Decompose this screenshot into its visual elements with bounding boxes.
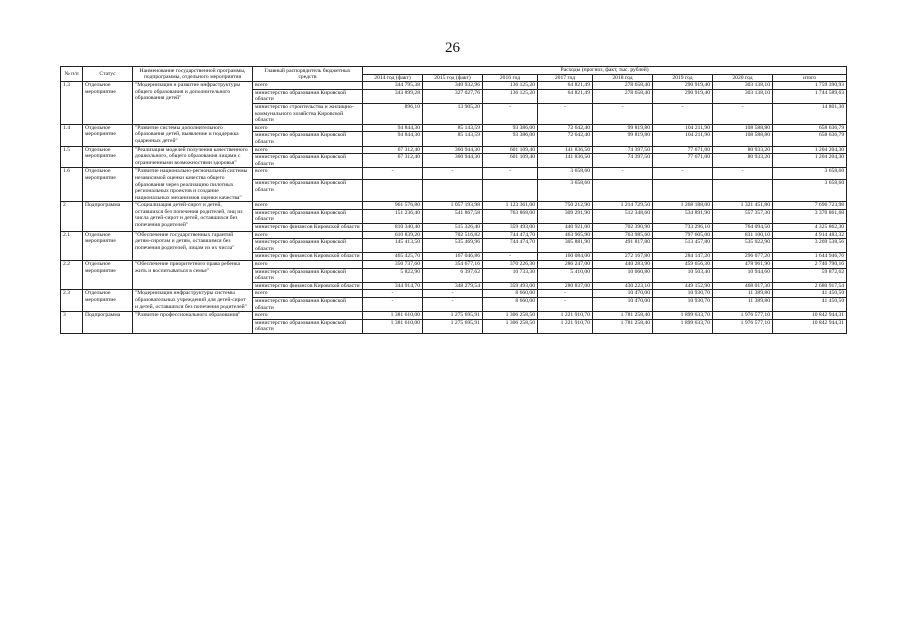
row-value: 348 279,54	[423, 282, 483, 290]
row-value: 534 891,90	[653, 209, 713, 223]
row-number: 1.6	[61, 168, 83, 202]
row-value: -	[653, 168, 713, 180]
row-value: -	[593, 103, 653, 124]
row-value: 104 211,90	[653, 124, 713, 132]
row-value: 601 109,40	[483, 154, 538, 168]
row-value: 67 312,40	[363, 154, 423, 168]
row-value	[713, 180, 773, 202]
header-distributor: Главный распорядитель бюджетных средств	[253, 67, 363, 82]
row-value: 104 211,90	[653, 132, 713, 146]
row-value: 85 143,59	[423, 124, 483, 132]
row-value: 764 094,50	[713, 224, 773, 232]
row-value: 359 493,00	[483, 282, 538, 290]
header-program-name: Наименование государственной программы, подпрограммы, отдельного мероприятия	[133, 67, 253, 82]
table-row	[61, 168, 847, 180]
row-total: 3 269 538,56	[773, 239, 847, 253]
row-total: 1 744 589,63	[773, 89, 847, 103]
budget-table	[60, 66, 847, 334]
row-program-name: "Модернизация и развитие инфраструктуры общего образования и дополнительного образования детей"	[133, 82, 253, 125]
row-value: 77 671,00	[653, 146, 713, 154]
row-value: 108 588,80	[713, 124, 773, 132]
row-total: 2 680 917,54	[773, 282, 847, 290]
row-value: 1 221 910,70	[538, 319, 593, 333]
row-distributor: министерство образования Кировской области	[253, 268, 363, 282]
row-total: 3 658,60	[773, 168, 847, 180]
row-status: Отдельное мероприятие	[83, 82, 133, 125]
header-year: 2014 год (факт)	[363, 74, 423, 82]
row-value: 601 109,40	[483, 146, 538, 154]
row-status: Отдельное мероприятие	[83, 290, 133, 312]
row-value: 515 326,40	[423, 224, 483, 232]
row-distributor: министерство финансов Кировской области	[253, 224, 363, 232]
row-value: -	[538, 290, 593, 298]
row-value: 1 781 258,40	[593, 312, 653, 320]
row-value: -	[538, 298, 593, 312]
row-value: 733 296,10	[653, 224, 713, 232]
row-distributor: всего	[253, 82, 363, 90]
row-value: 72 642,40	[538, 132, 593, 146]
row-value: 831 100,10	[713, 231, 773, 239]
row-distributor: всего	[253, 290, 363, 298]
header-year: 2015 год (факт)	[423, 74, 483, 82]
row-value: 80 933,20	[713, 146, 773, 154]
row-value: 327 027,76	[423, 89, 483, 103]
row-value: -	[483, 253, 538, 261]
row-total: 2 740 790,16	[773, 261, 847, 269]
row-value: 1 275 695,91	[423, 312, 483, 320]
row-total: 59 872,62	[773, 268, 847, 282]
row-program-name: "Развитие профессионального образования"	[133, 312, 253, 334]
row-value: 99 819,80	[593, 124, 653, 132]
row-value: 478 961,90	[713, 261, 773, 269]
row-status: Отдельное мероприятие	[83, 261, 133, 290]
row-total: 4 325 862,30	[773, 224, 847, 232]
header-year: 2018 год	[593, 74, 653, 82]
row-number: 3	[61, 312, 83, 334]
row-value: -	[423, 290, 483, 298]
row-value: -	[593, 168, 653, 180]
table-row	[61, 312, 847, 320]
table-row	[61, 261, 847, 269]
row-program-name: "Обеспечение приоритетного права ребенка жить и воспитываться в семье"	[133, 261, 253, 290]
row-value: 1 781 258,40	[593, 319, 653, 333]
row-value	[363, 180, 423, 202]
row-value: 93 386,00	[483, 124, 538, 132]
row-value: 744 474,70	[483, 231, 538, 239]
table-row	[61, 231, 847, 239]
row-value: 557 357,30	[713, 209, 773, 223]
row-status: Отдельное мероприятие	[83, 124, 133, 146]
row-value: 344 914,70	[363, 282, 423, 290]
row-number: 1.4	[61, 124, 83, 146]
row-value: -	[713, 103, 773, 124]
row-value	[593, 180, 653, 202]
row-value: 136 125,20	[483, 82, 538, 90]
row-value: -	[483, 103, 538, 124]
row-number: 2.2	[61, 261, 83, 290]
row-distributor: всего	[253, 146, 363, 154]
row-status: Подпрограмма	[83, 312, 133, 334]
row-value: 1 057 193,98	[423, 202, 483, 210]
row-value: 440 921,00	[538, 224, 593, 232]
row-distributor: всего	[253, 231, 363, 239]
row-value: 64 821,49	[538, 82, 593, 90]
row-value: 459 656,30	[653, 261, 713, 269]
row-value: 10 930,70	[653, 298, 713, 312]
row-total: 1 759 390,93	[773, 82, 847, 90]
row-value: 77 671,00	[653, 154, 713, 168]
row-value: 10 470,00	[593, 298, 653, 312]
row-value: -	[653, 103, 713, 124]
row-value: 440 283,90	[593, 261, 653, 269]
row-value: 1 381 610,00	[363, 319, 423, 333]
row-value: 303 138,10	[713, 82, 773, 90]
row-distributor: министерство образования Кировской области	[253, 154, 363, 168]
row-status: Отдельное мероприятие	[83, 231, 133, 260]
row-status: Отдельное мероприятие	[83, 146, 133, 168]
row-value: 702 390,90	[593, 224, 653, 232]
row-total: 3 370 861,68	[773, 209, 847, 223]
row-value: 94 844,30	[363, 132, 423, 146]
row-value: -	[713, 168, 773, 180]
row-value: 961 576,80	[363, 202, 423, 210]
row-value: 449 152,90	[653, 282, 713, 290]
row-program-name: "Развитие национально-региональной системы независимой оценки качества общего образования через реализацию пилотных региональных проектов и создание национальных механизмов оценки качества"	[133, 168, 253, 202]
row-value: 360 944,30	[423, 154, 483, 168]
row-value: 535 469,96	[423, 239, 483, 253]
row-value: 763 868,00	[483, 209, 538, 223]
row-program-name: "Социализация детей-сирот и детей, оставшихся без попечения родителей, лиц из числа детей-сирот и детей, оставшихся без попечения родителей"	[133, 202, 253, 231]
row-total: 10 842 944,31	[773, 312, 847, 320]
row-value: 11 389,80	[713, 290, 773, 298]
row-value: 10 060,80	[593, 268, 653, 282]
row-value	[483, 180, 538, 202]
row-total: 1 644 946,76	[773, 253, 847, 261]
row-program-name: "Реализация моделей получения качественного дошкольного, общего образования лицами с ограниченными возможностями здоровья"	[133, 146, 253, 168]
row-total: 14 801,30	[773, 103, 847, 124]
page-number: 26	[445, 40, 460, 56]
row-program-name: "Модернизация инфраструктуры системы образовательных учреждений для детей-сирот и детей, оставшихся без попечения родителей"	[133, 290, 253, 312]
row-total: 3 658,60	[773, 180, 847, 202]
row-value: 8 660,00	[483, 298, 538, 312]
row-value: 278 658,40	[593, 89, 653, 103]
row-value: 167 046,86	[423, 253, 483, 261]
row-value	[653, 180, 713, 202]
row-value: 1 221 910,70	[538, 312, 593, 320]
row-status: Отдельное мероприятие	[83, 168, 133, 202]
row-value: 272 167,80	[593, 253, 653, 261]
row-value: 108 588,80	[713, 132, 773, 146]
row-value: 5 410,00	[538, 268, 593, 282]
row-value: 296 077,20	[713, 253, 773, 261]
row-value: 1 899 633,70	[653, 319, 713, 333]
row-value: 10 944,60	[713, 268, 773, 282]
row-value: 93 386,00	[483, 132, 538, 146]
row-value: 145 413,50	[363, 239, 423, 253]
row-value: 85 143,59	[423, 132, 483, 146]
row-distributor: министерство образования Кировской области	[253, 298, 363, 312]
row-value: 64 821,49	[538, 89, 593, 103]
row-distributor: министерство образования Кировской области	[253, 319, 363, 333]
row-value: 750 212,90	[538, 202, 593, 210]
row-value: 344 795,38	[363, 82, 423, 90]
row-value: 74 397,50	[593, 146, 653, 154]
row-value: 94 844,30	[363, 124, 423, 132]
row-value: 290 919,40	[653, 82, 713, 90]
row-value: -	[363, 290, 423, 298]
row-value: 1 214 729,50	[593, 202, 653, 210]
row-value: 309 291,90	[538, 209, 593, 223]
row-value: 141 836,50	[538, 146, 593, 154]
row-value: 1 976 577,10	[713, 319, 773, 333]
row-value: 463 965,90	[538, 231, 593, 239]
row-value: 286 247,00	[538, 261, 593, 269]
header-no: № п/п	[61, 67, 83, 82]
row-value: 67 312,40	[363, 146, 423, 154]
header-year: итого	[773, 74, 847, 82]
row-value: 343 899,28	[363, 89, 423, 103]
row-value: 3 658,60	[538, 168, 593, 180]
row-distributor: министерство образования Кировской области	[253, 209, 363, 223]
row-value: 1 306 258,50	[483, 319, 538, 333]
row-distributor: всего	[253, 261, 363, 269]
row-value: 141 836,50	[538, 154, 593, 168]
table-row	[61, 146, 847, 154]
header-status: Статус	[83, 67, 133, 82]
row-program-name: "Развитие системы дополнительного образования детей, выявление и поддержка одаренных детей"	[133, 124, 253, 146]
table-row	[61, 124, 847, 132]
row-total: 658 636,79	[773, 132, 847, 146]
row-value: 1 321 451,80	[713, 202, 773, 210]
row-program-name: "Обеспечение государственных гарантий детям-сиротам и детям, оставшимся без попечения родителей, лицам из их числа"	[133, 231, 253, 260]
table-row	[61, 202, 847, 210]
row-value: 284 147,20	[653, 253, 713, 261]
row-distributor: всего	[253, 124, 363, 132]
row-number: 2	[61, 202, 83, 231]
row-value: 702 516,82	[423, 231, 483, 239]
row-value	[423, 180, 483, 202]
row-value: 72 642,40	[538, 124, 593, 132]
row-value: 610 839,20	[363, 231, 423, 239]
row-value: -	[538, 103, 593, 124]
row-value: -	[423, 298, 483, 312]
row-status: Подпрограмма	[83, 202, 133, 231]
row-value: 305 881,90	[538, 239, 593, 253]
row-distributor: министерство образования Кировской области	[253, 89, 363, 103]
row-value: 10 470,00	[593, 290, 653, 298]
row-value: 10 503,40	[653, 268, 713, 282]
row-distributor: министерство финансов Кировской области	[253, 282, 363, 290]
row-value: -	[363, 168, 423, 180]
row-value: -	[483, 168, 538, 180]
row-value: -	[363, 298, 423, 312]
row-value: 1 306 258,50	[483, 312, 538, 320]
row-value: 99 819,80	[593, 132, 653, 146]
row-value: 303 138,10	[713, 89, 773, 103]
row-value: 1 275 695,91	[423, 319, 483, 333]
table-row	[61, 82, 847, 90]
row-distributor: министерство финансов Кировской области	[253, 253, 363, 261]
row-value: 136 125,20	[483, 89, 538, 103]
row-distributor: министерство строительства и жилищно-коммунального хозяйства Кировской области	[253, 103, 363, 124]
row-value: 1 976 577,10	[713, 312, 773, 320]
row-value: -	[423, 168, 483, 180]
row-value: 10 733,30	[483, 268, 538, 282]
row-value: 13 905,20	[423, 103, 483, 124]
row-distributor: всего	[253, 312, 363, 320]
row-value: 1 268 188,00	[653, 202, 713, 210]
row-value: 468 017,30	[713, 282, 773, 290]
row-value: 1 381 610,00	[363, 312, 423, 320]
row-total: 658 636,79	[773, 124, 847, 132]
table-body	[61, 82, 847, 334]
row-value: 465 425,70	[363, 253, 423, 261]
row-distributor: всего	[253, 168, 363, 180]
row-value: 340 932,96	[423, 82, 483, 90]
row-value: 3 658,60	[538, 180, 593, 202]
row-value: 11 389,80	[713, 298, 773, 312]
header-year: 2020 год	[713, 74, 773, 82]
row-value: 6 397,62	[423, 268, 483, 282]
row-value: 744 474,70	[483, 239, 538, 253]
row-value: 5 822,90	[363, 268, 423, 282]
row-value: 8 660,00	[483, 290, 538, 298]
row-value: 430 223,10	[593, 282, 653, 290]
row-value: 278 658,40	[593, 82, 653, 90]
row-distributor: министерство образования Кировской области	[253, 180, 363, 202]
row-value: 1 899 633,70	[653, 312, 713, 320]
header-year: 2016 год	[483, 74, 538, 82]
row-total: 4 914 483,32	[773, 231, 847, 239]
row-total: 41 450,50	[773, 290, 847, 298]
row-value: 1 123 361,00	[483, 202, 538, 210]
row-total: 1 204 204,30	[773, 146, 847, 154]
table-header	[61, 67, 847, 82]
row-number: 1.5	[61, 146, 83, 168]
row-value: 359 493,00	[483, 224, 538, 232]
row-value: 512 348,60	[593, 209, 653, 223]
row-value: 280 837,00	[538, 282, 593, 290]
row-value: 74 397,50	[593, 154, 653, 168]
row-total: 7 696 723,98	[773, 202, 847, 210]
row-value: 360 944,30	[423, 146, 483, 154]
header-year: 2019 год	[653, 74, 713, 82]
header-year: 2017 год	[538, 74, 593, 82]
row-number: 2.1	[61, 231, 83, 260]
row-value: 535 022,90	[713, 239, 773, 253]
row-distributor: всего	[253, 202, 363, 210]
row-value: 491 817,80	[593, 239, 653, 253]
row-value: 151 236,40	[363, 209, 423, 223]
row-total: 41 450,50	[773, 298, 847, 312]
row-value: 290 919,40	[653, 89, 713, 103]
row-value: 763 985,60	[593, 231, 653, 239]
row-value: 513 457,80	[653, 239, 713, 253]
row-value: 354 677,16	[423, 261, 483, 269]
row-distributor: министерство образования Кировской области	[253, 132, 363, 146]
row-value: 896,10	[363, 103, 423, 124]
row-distributor: министерство образования Кировской области	[253, 239, 363, 253]
row-value: 160 084,00	[538, 253, 593, 261]
row-value: 541 867,58	[423, 209, 483, 223]
row-number: 2.3	[61, 290, 83, 312]
row-number: 1.3	[61, 82, 83, 125]
row-value: 10 930,70	[653, 290, 713, 298]
row-value: 797 605,00	[653, 231, 713, 239]
row-value: 810 340,40	[363, 224, 423, 232]
row-value: 350 737,60	[363, 261, 423, 269]
row-total: 1 204 204,30	[773, 154, 847, 168]
table-row	[61, 290, 847, 298]
row-value: 80 933,20	[713, 154, 773, 168]
row-value: 370 226,30	[483, 261, 538, 269]
header-expenses: Расходы (прогноз, факт, тыс. рублей)	[363, 67, 847, 75]
row-total: 10 842 944,31	[773, 319, 847, 333]
